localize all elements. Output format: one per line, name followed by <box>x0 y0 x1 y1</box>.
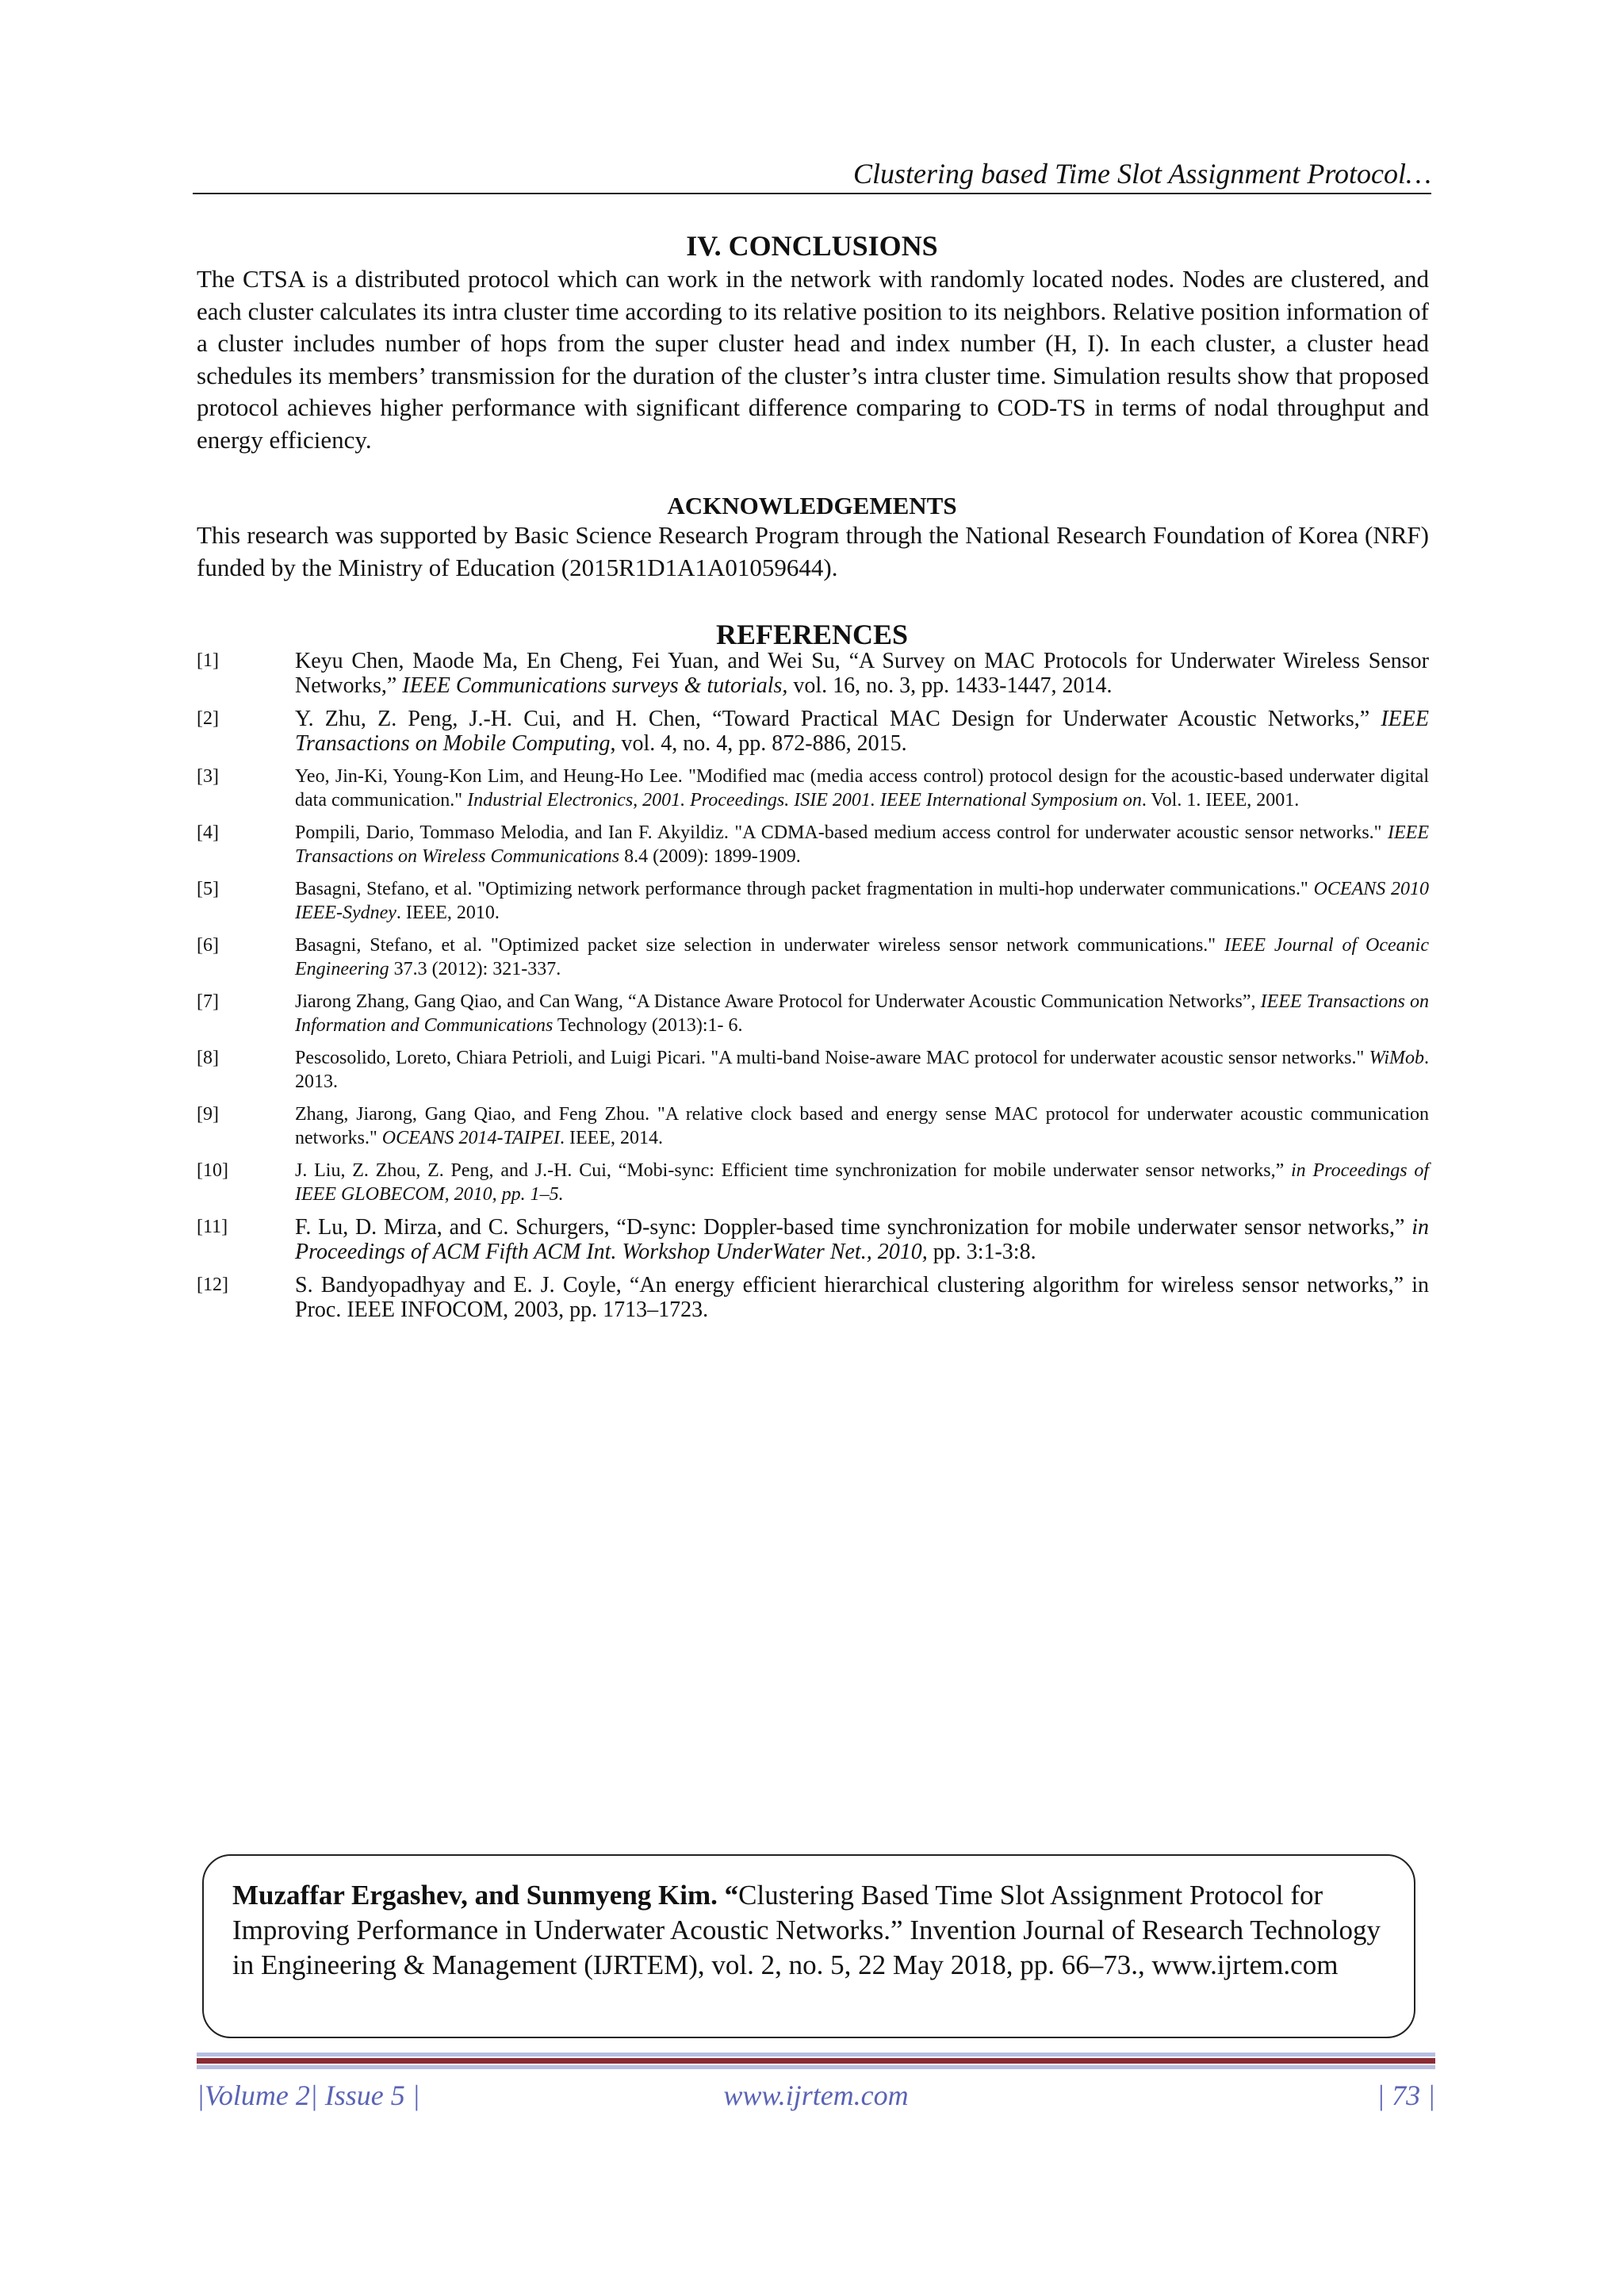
reference-number: [10] <box>197 1160 228 1181</box>
reference-item <box>197 821 1429 868</box>
reference-list <box>197 649 1429 1331</box>
reference-item <box>197 765 1429 812</box>
reference-text: Pompili, Dario, Tommaso Melodia, and Ian F. Akyildiz. "A CDMA-based medium access control for underwater acoustic sensor networks." IEEE Transactions on Wireless Communications 8.4 (2009): 1899-1909. <box>295 822 1429 867</box>
reference-number: [11] <box>197 1217 228 1237</box>
reference-text: Keyu Chen, Maode Ma, En Cheng, Fei Yuan, and Wei Su, “A Survey on MAC Protocols for Underwater Wireless Sensor Networks,” IEEE Communications surveys & tutorials, vol. 16, no. 3, pp. 1433-1447, 2014. <box>295 649 1429 698</box>
reference-number: [3] <box>197 766 219 787</box>
reference-number: [1] <box>197 650 219 671</box>
header-rule <box>193 193 1431 194</box>
reference-text: J. Liu, Z. Zhou, Z. Peng, and J.-H. Cui, “Mobi-sync: Efficient time synchronization for mobile underwater sensor networks,” in Proceedings of IEEE GLOBECOM, 2010, pp. 1–5. <box>295 1160 1429 1205</box>
citation-box <box>202 1854 1415 2038</box>
acknowledgements-paragraph: This research was supported by Basic Science Research Program through the National Research Foundation of Korea (NRF) funded by the Ministry of Education (2015R1D1A1A01059644). <box>197 521 1429 581</box>
reference-item <box>197 1273 1429 1322</box>
reference-item <box>197 990 1429 1037</box>
reference-number: [12] <box>197 1274 228 1295</box>
reference-item <box>197 877 1429 925</box>
footer-rule-dark <box>197 2058 1435 2064</box>
reference-text: Yeo, Jin-Ki, Young-Kon Lim, and Heung-Ho Lee. "Modified mac (media access control) protocol design for the acoustic-based underwater digital data communication." Industrial Electronics, 2001. Proceedings. ISIE 2001. IEEE International Symposium on. Vol. 1. IEEE, 2001. <box>295 766 1429 811</box>
reference-item <box>197 1159 1429 1206</box>
footer-page-number: | 73 | <box>1377 2079 1435 2111</box>
reference-number: [5] <box>197 879 219 899</box>
footer-volume-issue: |Volume 2| Issue 5 | <box>197 2079 420 2111</box>
footer-website-link[interactable]: www.ijrtem.com <box>723 2079 909 2111</box>
reference-text: S. Bandyopadhyay and E. J. Coyle, “An energy efficient hierarchical clustering algorithm for wireless sensor networks,” in Proc. IEEE INFOCOM, 2003, pp. 1713–1723. <box>295 1273 1429 1322</box>
conclusions-heading: IV. CONCLUSIONS <box>686 230 938 262</box>
reference-text: F. Lu, D. Mirza, and C. Schurgers, “D-sync: Doppler-based time synchronization for mobile underwater sensor networks,” in Proceedings of ACM Fifth ACM Int. Workshop UnderWater Net., 2010, pp. 3:1-3:8. <box>295 1215 1429 1264</box>
reference-text: Y. Zhu, Z. Peng, J.-H. Cui, and H. Chen, “Toward Practical MAC Design for Underwater Acoustic Networks,” IEEE Transactions on Mobile Computing, vol. 4, no. 4, pp. 872-886, 2015. <box>295 707 1429 756</box>
footer-rule-light <box>197 2065 1435 2069</box>
reference-number: [6] <box>197 935 219 956</box>
reference-text: Pescosolido, Loreto, Chiara Petrioli, and Luigi Picari. "A multi-band Noise-aware MAC protocol for underwater acoustic sensor networks." WiMob. 2013. <box>295 1048 1429 1092</box>
reference-item <box>197 1102 1429 1150</box>
page-footer <box>197 2076 1435 2114</box>
reference-number: [7] <box>197 991 219 1012</box>
reference-item <box>197 1046 1429 1094</box>
reference-item <box>197 649 1429 698</box>
citation-text: Clustering Based Time Slot Assignment Protocol for Improving Performance in Underwater Acoustic Networks.” Invention Journal of Research Technology in Engineering & Management (IJRTEM), vol. 2, no. 5, 22 May 2018, pp. 66–73., www.ijrtem.com <box>232 1880 1381 1980</box>
conclusions-paragraph: The CTSA is a distributed protocol which can work in the network with randomly located nodes. Nodes are clustered, and each cluster calculates its intra cluster time according to its relative position to its neighbors. Relative position information of a cluster includes number of hops from the super cluster head and index number (H, I). In each cluster, a cluster head schedules its members’ transmission for the duration of the cluster’s intra cluster time. Simulation results show that proposed protocol achieves higher performance with significant difference comparing to COD-TS in terms of nodal throughput and energy efficiency. <box>197 265 1429 454</box>
reference-number: [4] <box>197 822 219 843</box>
acknowledgements-heading: ACKNOWLEDGEMENTS <box>667 492 957 519</box>
reference-text: Basagni, Stefano, et al. "Optimized packet size selection in underwater wireless sensor network communications." IEEE Journal of Oceanic Engineering 37.3 (2012): 321-337. <box>295 935 1429 979</box>
reference-item <box>197 933 1429 981</box>
reference-number: [2] <box>197 708 219 729</box>
footer-rule-light <box>197 2053 1435 2056</box>
reference-number: [8] <box>197 1048 219 1068</box>
reference-text: Basagni, Stefano, et al. "Optimizing network performance through packet fragmentation in multi-hop underwater communications." OCEANS 2010 IEEE-Sydney. IEEE, 2010. <box>295 879 1429 923</box>
references-heading: REFERENCES <box>715 619 909 650</box>
citation-authors: Muzaffar Ergashev, and Sunmyeng Kim. “ <box>232 1880 739 1911</box>
reference-text: Jiarong Zhang, Gang Qiao, and Can Wang, “A Distance Aware Protocol for Underwater Acoustic Communication Networks”, IEEE Transactions on Information and Communications Technology (2013):1- 6. <box>295 991 1429 1036</box>
running-header-title: Clustering based Time Slot Assignment Protocol… <box>852 158 1431 190</box>
reference-item <box>197 707 1429 756</box>
reference-text: Zhang, Jiarong, Gang Qiao, and Feng Zhou. "A relative clock based and energy sense MAC protocol for underwater acoustic communication networks." OCEANS 2014-TAIPEI. IEEE, 2014. <box>295 1104 1429 1148</box>
reference-number: [9] <box>197 1104 219 1125</box>
reference-item <box>197 1215 1429 1264</box>
